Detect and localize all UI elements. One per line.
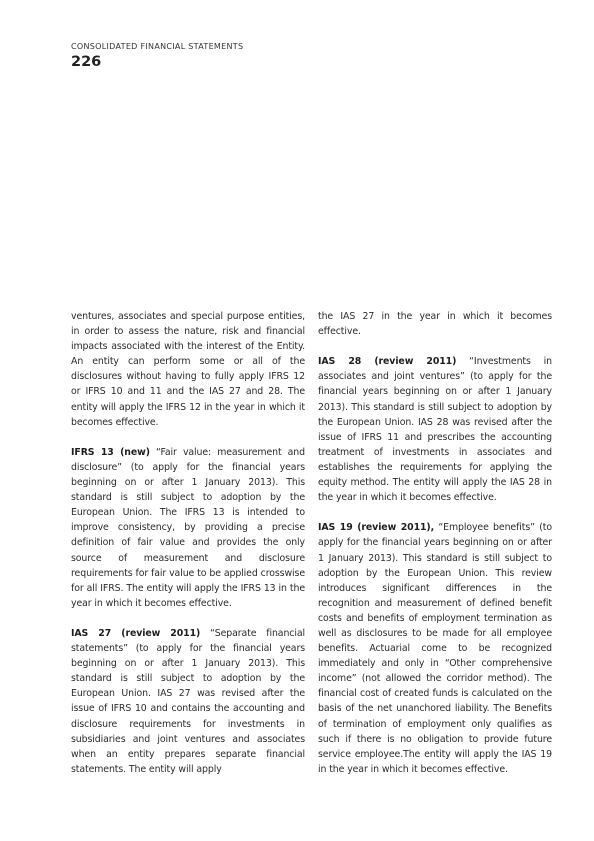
paragraph-text: “Employee benefits” (to apply for the financial years beginning on or after 1 January 2013). This standard is still subject to adoption by the European Union. This review introduces significant differences in the recognition and measurement of defined benefit costs and benefits of employment termination as well as disclosures to be made for all employee benefits. Actuarial come to be recognized immediately and only in “Other comprehensive income” (not allowed the corridor method). The financial cost of created funds is calculated on the basis of the net unanchored liability. The Benefits of termination of employment only qualifies as such if there is no obligation to provide future service employee.The entity will apply the IAS 19 in the year in which it becomes effective. bbox=[318, 522, 552, 775]
page-header bbox=[71, 42, 243, 71]
paragraph-text: “Fair value: measurement and disclosure” (to apply for the financial years beginning on or after 1 January 2013). This standard is still subject to adoption by the European Union. The IFRS 13 is intended to improve consistency, by providing a precise definition of fair value and provides the only source of measurement and disclosure requirements for fair value to be applied crosswise for all IFRS. The entity will apply the IFRS 13 in the year in which it becomes effective. bbox=[71, 446, 305, 609]
paragraph-heading: IAS 19 (review 2011), bbox=[318, 522, 435, 534]
paragraph-ias28 bbox=[318, 354, 552, 505]
paragraph-text: “Investments in associates and joint ventures” (to apply for the financial years beginning on or after 1 January 2013). This standard is still subject to adoption by the European Union. IAS 28 was revised after the issue of IFRS 11 and prescribes the accounting treatment of investments in associates and establishes the requirements for applying the equity method. The entity will apply the IAS 28 in the year in which it becomes effective. bbox=[318, 356, 552, 504]
paragraph-heading: IAS 28 (review 2011) bbox=[318, 356, 457, 368]
left-column bbox=[71, 309, 305, 792]
page-number: 226 bbox=[71, 54, 102, 70]
paragraph-ias27 bbox=[71, 626, 305, 777]
section-title: CONSOLIDATED FINANCIAL STATEMENTS bbox=[71, 42, 244, 51]
paragraph-ifrs12-continued bbox=[71, 309, 305, 430]
paragraph-ias27-continued bbox=[318, 309, 552, 339]
paragraph-heading: IFRS 13 (new) bbox=[71, 446, 150, 458]
paragraph-ifrs13 bbox=[71, 445, 305, 611]
paragraph-text: ventures, associates and special purpose entities, in order to assess the nature, risk and financial impacts associated with the interest of the Entity. An entity can perform some or all of the disclosures without having to fully apply IFRS 12 or IFRS 10 and 11 and the IAS 27 and 28. The entity will apply the IFRS 12 in the year in which it becomes effective. bbox=[71, 311, 305, 428]
paragraph-heading: IAS 27 (review 2011) bbox=[71, 627, 201, 639]
paragraph-text: the IAS 27 in the year in which it becomes effective. bbox=[318, 311, 552, 338]
right-column bbox=[318, 309, 552, 792]
paragraph-ias19 bbox=[318, 520, 552, 777]
paragraph-text: “Separate financial statements” (to apply for the financial years beginning on or after 1 January 2013). This standard is still subject to adoption by the European Union. IAS 27 was revised after the issue of IFRS 10 and contains the accounting and disclosure requirements for investments in subsidiaries and joint ventures and associates when an entity prepares separate financial statements. The entity will apply bbox=[71, 627, 305, 775]
